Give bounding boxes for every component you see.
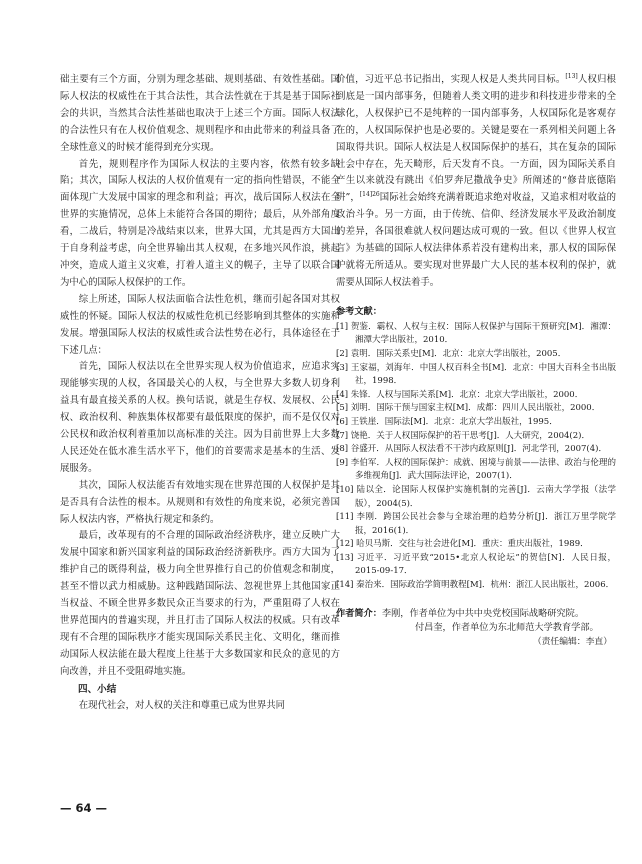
author-line: 李刚，作者单位为中共中央党校国际战略研究院。 — [381, 607, 585, 619]
author-note — [336, 607, 616, 621]
author-label: 作者简介： — [336, 607, 382, 619]
reference-item: [9] 李伯军．人权的国际保护：成就、困境与前景——法律、政治与伦理的多维视角[J]．武大国际法评论，2007(1)． — [336, 457, 616, 482]
right-column — [336, 72, 616, 649]
section-heading: 四、小结 — [78, 683, 117, 695]
body-paragraph: 首先，国际人权法以在全世界实现人权为价值追求，应追求实现能够实现的人权，各国最关心的人权，与全世界大多数人切身利益具有最直接关系的人权。换句话说，就是生存权、发展权、公民权、政治权利、种族集体权都要有最低限度的保护，而不是仅仅对公民权和政治权利着重加以高标准的关注。因为目前世界上大多数人民还处在低水准生活水平下，他们的首要需求是基本的生活、发展服务。 — [60, 361, 340, 474]
text-run: 人权归根到底是一国内部事务，但随着人类文明的进步和科技进步带来的全球化，人权保护已不是纯粹的一国内部事务，人权国际化是客观存在的，人权国际保护也是必要的。关键是要在一系列相关问题上各国取得共识。国际人权法是人权国际保护的基石，其在复杂的国际社会中存在，先天畸形，后天发育不良。一方面，因为国际关系自产生以来就没有跳出《伯罗奔尼撒战争史》所阐述的“修昔底德陷阱”， — [336, 74, 616, 204]
citation-mark: [13] — [565, 72, 578, 80]
text-run: 国际社会始终充满着既追求绝对收益，又追求相对收益的政治斗争。另一方面，由于传统、信仰、经济发展水平及政治制度的差异，各国很难就人权问题达成可观的一致。但以《世界人权宣言》为基础的国际人权法律体系若没有建构出来，那人权的国际保护就将无所适从。要实现对世界最广大人民的基本权利的保护，就需要从国际人权法着手。 — [336, 192, 616, 288]
reference-item: [10] 陆以全．论国际人权保护实施机制的完善[J]．云南大学学报（法学版），2004(5)． — [336, 484, 616, 509]
reference-item: [4] 朱锋．人权与国际关系[M]．北京：北京大学出版社，2000． — [336, 389, 584, 400]
reference-item: [1] 贺鉴．霸权、人权与主权：国际人权保护与国际干预研究[M]．湘潭：湘潭大学出版社，2010． — [336, 321, 616, 346]
reference-item: [5] 刘明．国际干预与国家主权[M]．成都：四川人民出版社，2000． — [336, 403, 601, 414]
reference-item: [7] 饶艳．关于人权国际保护的若干思考[J]．人大研究，2004(2)． — [336, 430, 590, 441]
reference-item: [8] 谷盛开．从国际人权法看不干涉内政原则[J]．河北学刊，2007(4)． — [336, 444, 607, 455]
body-paragraph: 其次，国际人权法能否有效地实现在世界范围的人权保护是其是否具有合法性的根本。从规则和有效性的角度来说，必须完善国际人权法内容，严格执行规定和条约。 — [60, 479, 340, 525]
reference-item: [11] 李刚．跨国公民社会参与全球治理的趋势分析[J]．浙江万里学院学报，2016(1)． — [336, 512, 616, 536]
body-paragraph: 最后，改革现有的不合理的国际政治经济秩序，建立反映广大发展中国家和新兴国家利益的国际政治经济新秩序。西方大国为了维护自己的既得利益，极力向全世界推行自己的价值观念和制度，甚至不惜以武力相威胁。这种践踏国际法、忽视世界上其他国家正当权益、不顾全世界多数民众正当要求的行为，严重阻碍了人权在世界范围内的普遍实现，并且打击了国际人权法的权威。只有改革现有不合理的国际秩序才能实现国际关系民主化、文明化，继而推动国际人权法能在最大程度上往基于大多数国家和民众的意见的方向改善，并且不受阻碍地实施。 — [60, 530, 340, 677]
reference-item: [12] 哈贝马斯．交往与社会进化[M]．重庆：重庆出版社，1989． — [336, 539, 589, 550]
author-line-2: 付昌奎，作者单位为东北师范大学教育学部。 — [415, 621, 599, 633]
page-number: — 64 — — [60, 801, 108, 815]
text-run: 价值，习近平总书记指出，实现人权是人类共同目标。 — [336, 74, 566, 85]
body-paragraph: 在现代社会，对人权的关注和尊重已成为世界共同 — [78, 699, 286, 711]
references-title: 参考文献： — [336, 305, 382, 317]
citation-mark: [14]26 — [359, 191, 380, 199]
reference-item: [14] 秦治来．国际政治学简明教程[M]．杭州：浙江人民出版社，2006． — [336, 580, 615, 591]
reference-item: [3] 王家福，刘海年．中国人权百科全书[M]．北京：中国大百科全书出版社，1998． — [336, 362, 616, 387]
left-column — [60, 72, 340, 715]
body-paragraph: 综上所述，国际人权法面临合法性危机，继而引起各国对其权威性的怀疑。国际人权法的权威性危机已经影响到其整体的实施和发展。增强国际人权法的权威性或合法性势在必行，具体途径在于下述几点： — [60, 293, 340, 356]
editor-note: （责任编辑：李直） — [532, 636, 612, 647]
reference-item: [6] 王铁崖．国际法[M]．北京：北京大学出版社，1995． — [336, 416, 558, 427]
reference-item: [13] 习近平．习近平致“2015•北京人权论坛”的贺信[N]．人民日报，2015-09-17． — [336, 552, 616, 577]
body-paragraph — [336, 72, 616, 292]
reference-item: [2] 袁明．国际关系史[M]．北京：北京大学出版社，2005． — [336, 348, 567, 359]
body-paragraph: 首先，规则程序作为国际人权法的主要内容，依然有较多缺陷；其次，国际人权法的人权价值观有一定的指向性错误，不能全面体现广大发展中国家的理念和利益；再次，战后国际人权法在全世界的实施情况，总体上未能符合各国的期待；最后，从外部角度看，二战后，特别是冷战结束以来，世界大国，尤其是西方大国出于自身利益考虑，向全世界输出其人权观，在多地兴风作浪，挑起冲突，造成人道主义灾难，打着人道主义的幌子，主导了以联合国为中心的国际人权保护的工作。 — [60, 158, 340, 288]
body-paragraph: 础主要有三个方面，分别为理念基础、规则基础、有效性基础。国际人权法的权威性在于其合法性，其合法性就在于其是基于国际社会的共识，当然其合法性基础也取决于上述三个方面。国际人权法的合法性只有在人权价值观念、规则程序和由此带来的利益具备了全球性意义的时候才能得到充分实现。 — [60, 74, 340, 153]
